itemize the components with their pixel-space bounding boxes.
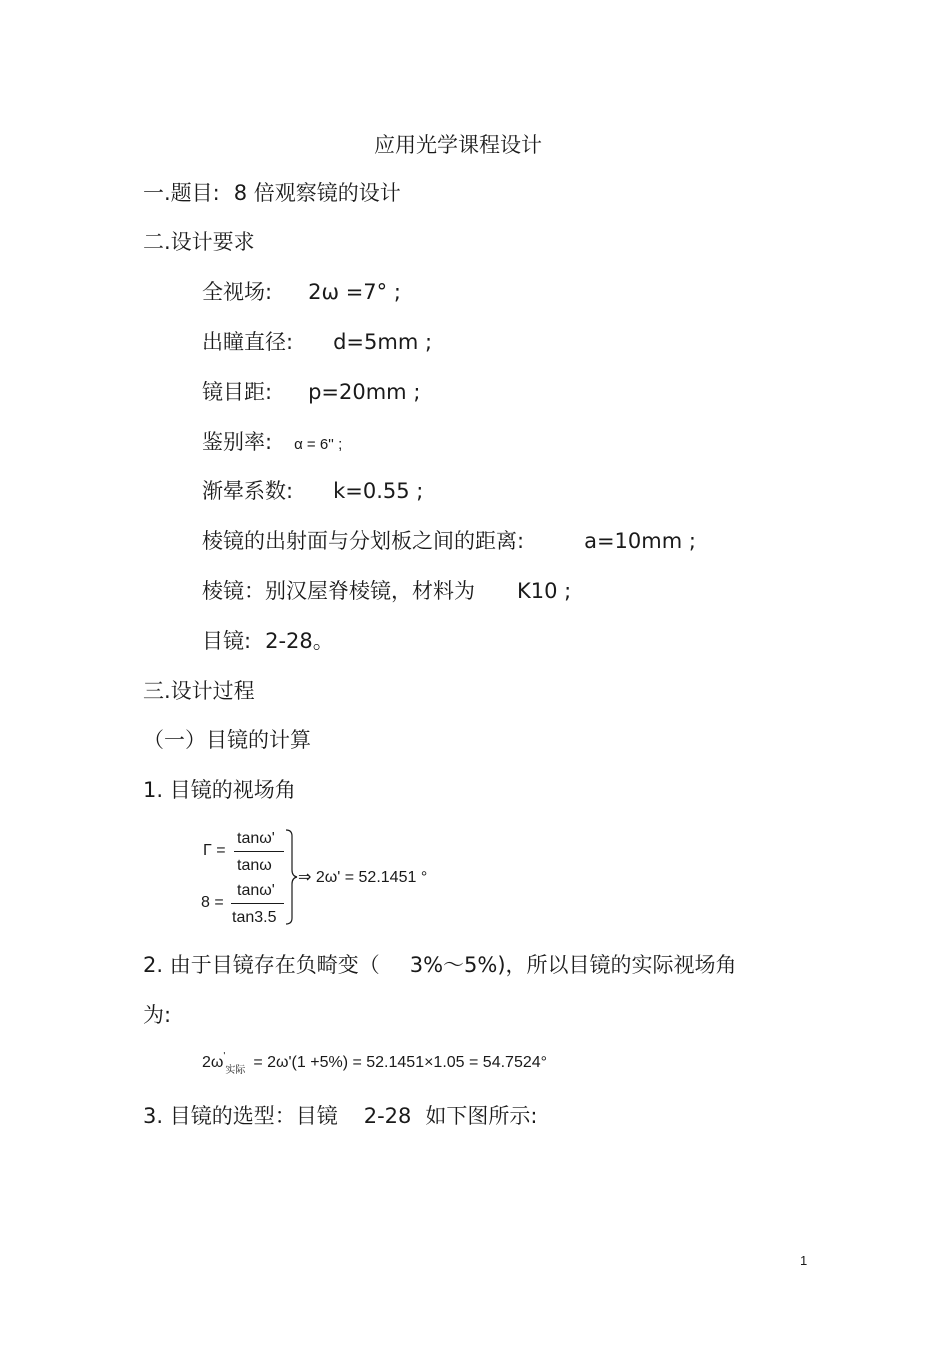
- fraction-numerator: tanω': [237, 882, 275, 899]
- item-1-heading: 1. 目镜的视场角: [143, 778, 296, 802]
- subsection-1-heading: （一）目镜的计算: [143, 728, 311, 752]
- requirement-value: d=5mm ;: [333, 330, 433, 354]
- subscript: 实际: [225, 1065, 246, 1076]
- requirement-label: 出瞳直径:: [202, 330, 294, 354]
- requirement-eye-relief: [202, 379, 420, 405]
- requirement-label: 渐晕系数:: [202, 479, 294, 503]
- requirement-label: 目镜:: [202, 629, 252, 653]
- section-3-heading: 三.设计过程: [143, 679, 255, 703]
- section-1-label: 一.题目:: [143, 181, 220, 205]
- item-2-value: 3%～5%)，所以目镜的实际视场角: [409, 953, 737, 977]
- item-3-text: [143, 1103, 537, 1129]
- requirement-label: 镜目距:: [202, 380, 273, 404]
- equation-rhs: = 2ω'(1 +5%) = 52.1451×1.05 = 54.7524°: [253, 1054, 548, 1071]
- prime-mark: ': [223, 1051, 226, 1062]
- item-3-value: 2-28: [363, 1104, 412, 1128]
- requirement-value: p=20mm ;: [308, 380, 421, 404]
- fraction-bar: [231, 903, 284, 904]
- requirement-value: k=0.55 ;: [333, 479, 424, 503]
- requirement-label: 鉴别率:: [202, 430, 273, 454]
- equation-lhs: 2ω: [202, 1054, 224, 1071]
- item-3-lead: 3. 目镜的选型：目镜: [143, 1104, 338, 1128]
- requirement-exit-pupil: [202, 329, 432, 355]
- requirement-label: 棱镜的出射面与分划板之间的距离:: [202, 529, 525, 553]
- requirement-prism: [202, 578, 571, 604]
- requirement-value: 2-28。: [265, 629, 334, 653]
- requirement-eyepiece: [202, 628, 334, 654]
- requirement-vignetting: [202, 478, 423, 504]
- item-2-lead: 2. 由于目镜存在负畸变（: [143, 953, 380, 977]
- equation-2: [202, 1051, 548, 1076]
- equation-result: ⇒ 2ω' = 52.1451 °: [298, 869, 428, 886]
- page-number: 1: [800, 1253, 808, 1268]
- section-1-heading: [143, 180, 401, 206]
- item-2-text: [143, 952, 737, 978]
- right-brace-icon: [284, 828, 298, 926]
- requirement-label: 棱镜：别汉屋脊棱镜，材料为: [202, 579, 475, 603]
- fraction-denominator: tan3.5: [232, 909, 277, 926]
- requirement-field-of-view: [202, 279, 401, 305]
- section-2-heading: 二.设计要求: [143, 230, 255, 254]
- requirement-resolution: [202, 429, 342, 458]
- item-2-continuation: 为:: [143, 1003, 172, 1027]
- item-3-tail: 如下图所示:: [425, 1104, 538, 1128]
- requirement-prism-distance: [202, 528, 696, 554]
- equation-lhs: Γ =: [203, 842, 226, 859]
- page-title: 应用光学课程设计: [374, 133, 542, 157]
- fraction-bar: [234, 851, 284, 852]
- requirement-value: a=10mm ;: [584, 529, 696, 553]
- section-1-value: 8 倍观察镜的设计: [233, 181, 401, 205]
- requirement-value: α = 6'' ;: [294, 436, 343, 453]
- fraction-numerator: tanω': [237, 830, 275, 847]
- requirement-value: K10 ;: [517, 579, 572, 603]
- equation-lhs: 8 =: [201, 894, 224, 911]
- requirement-label: 全视场:: [202, 280, 273, 304]
- fraction-denominator: tanω: [237, 857, 272, 874]
- requirement-value: 2ω =7° ;: [308, 280, 401, 304]
